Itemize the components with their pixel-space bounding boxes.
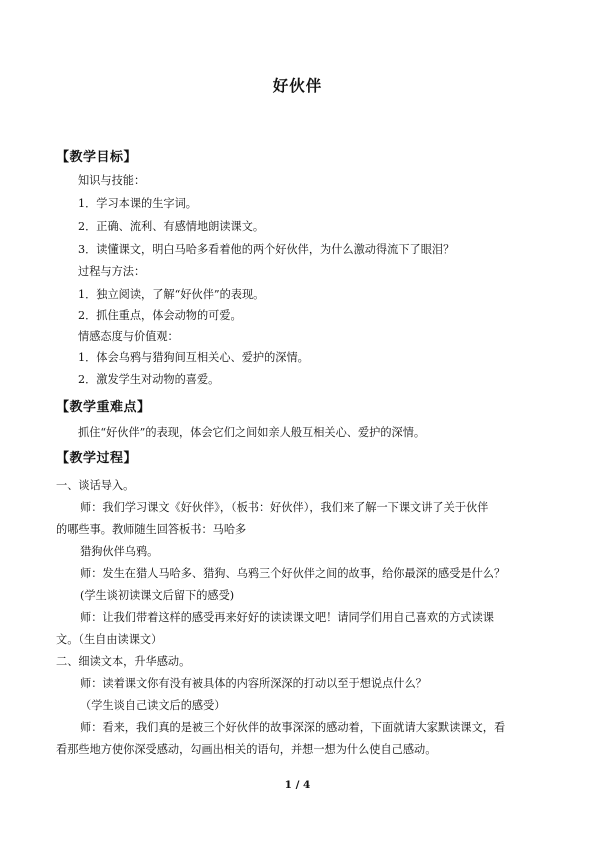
process-line: 二、细读文本，升华感动。 (56, 655, 191, 668)
process-label: 过程与方法： (78, 265, 146, 278)
process-line: 的哪些事。教师随生回答板书：马哈多 (56, 523, 247, 536)
knowledge-item: 3．读懂课文，明白马哈多看着他的两个好伙伴，为什么激动得流下了眼泪？ (78, 243, 455, 256)
key-points-text: 抓住“好伙伴”的表现，体会它们之间如亲人般互相关心、爱护的深情。 (78, 426, 426, 439)
section-heading-key-points: 【教学重难点】 (56, 400, 151, 415)
knowledge-item: 2．正确、流利、有感情地朗读课文。 (78, 220, 265, 233)
knowledge-label: 知识与技能： (78, 174, 146, 187)
process-item: 2．抓住重点，体会动物的可爱。 (78, 309, 242, 322)
process-line: （学生谈自己读文后的感受） (80, 699, 226, 712)
document-title: 好伙伴 (272, 77, 323, 95)
process-line: 师：发生在猎人马哈多、猎狗、乌鸦三个好伙伴之间的故事，给你最深的感受是什么？ (80, 567, 506, 580)
emotion-label: 情感态度与价值观： (78, 330, 179, 343)
process-line: 文。（生自由读课文） (56, 633, 163, 646)
process-line: 师：我们学习课文《好伙伴》，（板书：好伙伴），我们来了解一下课文讲了关于伙伴 (80, 501, 489, 514)
process-line: 师：看来，我们真的是被三个好伙伴的故事深深的感动着，下面就请大家默读课文，看 (80, 721, 506, 734)
emotion-item: 2．激发学生对动物的喜爱。 (78, 373, 220, 386)
knowledge-item: 1．学习本课的生字词。 (78, 197, 197, 210)
process-line: (学生谈初读课文后留下的感受) (80, 589, 235, 602)
section-heading-goals: 【教学目标】 (56, 150, 138, 165)
process-line: 师：让我们带着这样的感受再来好好的读读课文吧！请同学们用自己喜欢的方式读课 (80, 611, 494, 624)
process-item: 1．独立阅读，了解“好伙伴”的表现。 (78, 288, 265, 301)
process-line: 猎狗伙伴乌鸦。 (80, 545, 159, 558)
process-line: 师：读着课文你有没有被具体的内容所深深的打动以至于想说点什么？ (80, 677, 427, 690)
process-line: 看那些地方使你深受感动，勾画出相关的语句，并想一想为什么使自己感动。 (56, 743, 437, 756)
emotion-item: 1．体会乌鸦与猎狗间互相关心、爱护的深情。 (78, 351, 309, 364)
section-heading-process: 【教学过程】 (56, 451, 138, 466)
process-line: 一、谈话导入。 (56, 479, 135, 492)
page-number: 1 / 4 (284, 779, 311, 791)
